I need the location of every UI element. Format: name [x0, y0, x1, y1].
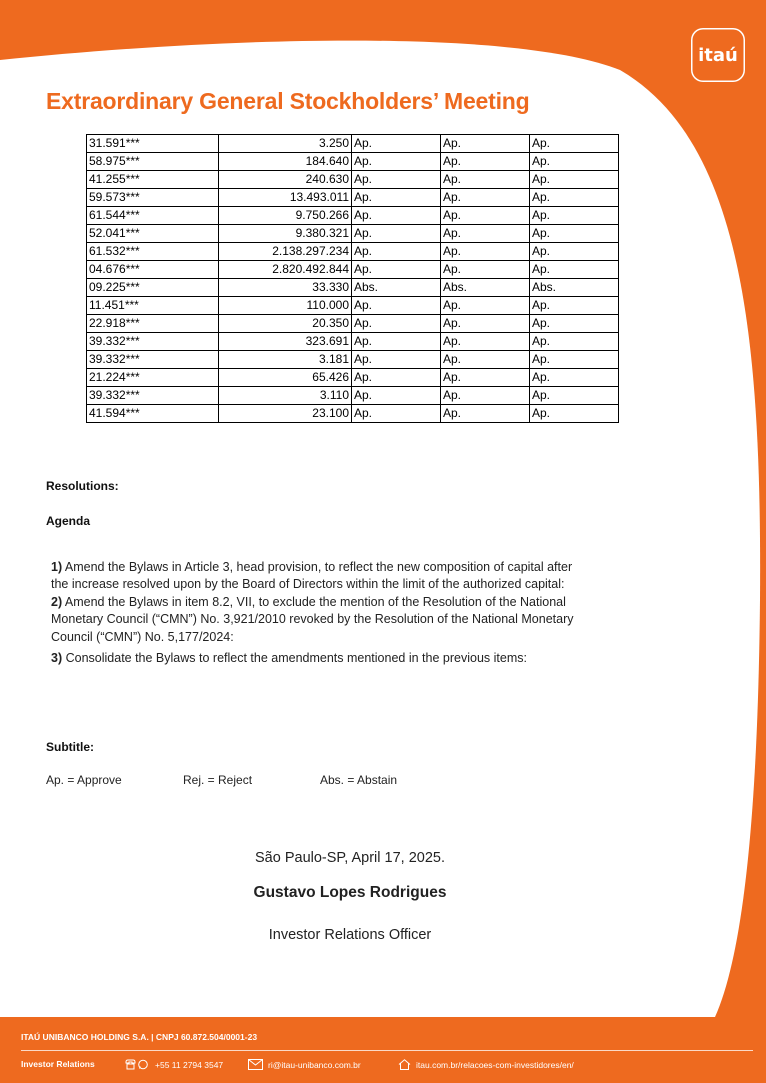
- vote-item-3-cell: Ap.: [530, 369, 619, 387]
- shareholder-id-cell: 21.224***: [87, 369, 219, 387]
- shares-cell: 13.493.011: [219, 189, 352, 207]
- vote-item-1-cell: Ap.: [352, 243, 441, 261]
- shareholder-id-cell: 52.041***: [87, 225, 219, 243]
- shareholder-id-cell: 59.573***: [87, 189, 219, 207]
- table-row: [87, 225, 619, 243]
- footer-phone[interactable]: [124, 1059, 223, 1070]
- shareholder-id-cell: 39.332***: [87, 333, 219, 351]
- shares-cell: 240.630: [219, 171, 352, 189]
- vote-item-2-cell: Ap.: [441, 333, 530, 351]
- shareholder-id-cell: 61.532***: [87, 243, 219, 261]
- footer-divider: [21, 1050, 753, 1051]
- vote-item-3-cell: Ap.: [530, 243, 619, 261]
- signature-place-date: São Paulo-SP, April 17, 2025.: [255, 850, 445, 866]
- vote-item-1-cell: Ap.: [352, 189, 441, 207]
- footer-company: ITAÚ UNIBANCO HOLDING S.A. | CNPJ 60.872.504/0001-23: [21, 1032, 258, 1042]
- table-row: [87, 405, 619, 423]
- table-row: [87, 333, 619, 351]
- shareholder-id-cell: 09.225***: [87, 279, 219, 297]
- itau-logo: itaú: [691, 28, 745, 82]
- shareholder-id-cell: 41.594***: [87, 405, 219, 423]
- shares-cell: 184.640: [219, 153, 352, 171]
- shares-cell: 65.426: [219, 369, 352, 387]
- votes-table: [86, 134, 619, 423]
- vote-item-2-cell: Abs.: [441, 279, 530, 297]
- vote-item-3-cell: Ap.: [530, 297, 619, 315]
- agenda-item-number: 2): [51, 594, 63, 609]
- shares-cell: 2.138.297.234: [219, 243, 352, 261]
- shares-cell: 2.820.492.844: [219, 261, 352, 279]
- table-row: [87, 207, 619, 225]
- shares-cell: 3.110: [219, 387, 352, 405]
- agenda-list: [51, 559, 591, 667]
- vote-item-2-cell: Ap.: [441, 225, 530, 243]
- footer-phone-text: +55 11 2794 3547: [155, 1059, 224, 1070]
- shareholder-id-cell: 58.975***: [87, 153, 219, 171]
- vote-item-1-cell: Ap.: [352, 153, 441, 171]
- shares-cell: 9.380.321: [219, 225, 352, 243]
- vote-item-2-cell: Ap.: [441, 405, 530, 423]
- agenda-item-text: Amend the Bylaws in Article 3, head provision, to reflect the new composition of capital after the increase resolved upon by the Board of Directors within the limit of the authorized capital:: [51, 560, 573, 592]
- shares-cell: 33.330: [219, 279, 352, 297]
- vote-item-1-cell: Ap.: [352, 351, 441, 369]
- agenda-item-text: Amend the Bylaws in item 8.2, VII, to exclude the mention of the Resolution of the National Monetary Council (“CMN”) No. 3,921/2010 revoked by the Resolution of the National Monetary Council (“CMN”) No. 5,177/2024:: [51, 594, 574, 644]
- agenda-item-number: 1): [51, 560, 63, 574]
- page-title: Extraordinary General Stockholders’ Meeting: [46, 88, 530, 114]
- agenda-item: [51, 559, 591, 594]
- shareholder-id-cell: 11.451***: [87, 297, 219, 315]
- vote-item-2-cell: Ap.: [441, 135, 530, 153]
- home-icon: [398, 1059, 411, 1070]
- agenda-label: Agenda: [46, 514, 91, 528]
- table-row: [87, 261, 619, 279]
- legend-abstain: Abs. = Abstain: [320, 773, 398, 787]
- phone-whatsapp-icon: [124, 1059, 150, 1070]
- table-row: [87, 387, 619, 405]
- table-row: [87, 243, 619, 261]
- vote-item-3-cell: Ap.: [530, 207, 619, 225]
- vote-item-2-cell: Ap.: [441, 261, 530, 279]
- vote-item-1-cell: Ap.: [352, 135, 441, 153]
- vote-item-3-cell: Ap.: [530, 135, 619, 153]
- vote-item-3-cell: Ap.: [530, 387, 619, 405]
- agenda-item: [51, 594, 591, 646]
- vote-item-2-cell: Ap.: [441, 207, 530, 225]
- shares-cell: 9.750.266: [219, 207, 352, 225]
- shares-cell: 23.100: [219, 405, 352, 423]
- shareholder-id-cell: 31.591***: [87, 135, 219, 153]
- vote-item-1-cell: Ap.: [352, 315, 441, 333]
- vote-item-2-cell: Ap.: [441, 243, 530, 261]
- envelope-icon: [248, 1059, 263, 1070]
- shareholder-id-cell: 61.544***: [87, 207, 219, 225]
- vote-item-1-cell: Ap.: [352, 387, 441, 405]
- table-row: [87, 153, 619, 171]
- vote-item-2-cell: Ap.: [441, 351, 530, 369]
- vote-item-3-cell: Ap.: [530, 153, 619, 171]
- agenda-item: [51, 650, 591, 667]
- vote-item-3-cell: Ap.: [530, 405, 619, 423]
- vote-item-1-cell: Ap.: [352, 297, 441, 315]
- vote-item-3-cell: Ap.: [530, 315, 619, 333]
- vote-item-1-cell: Ap.: [352, 207, 441, 225]
- signature-name: Gustavo Lopes Rodrigues: [253, 884, 447, 901]
- footer-website[interactable]: [398, 1059, 574, 1070]
- table-row: [87, 315, 619, 333]
- resolutions-label: Resolutions:: [46, 479, 119, 493]
- vote-item-2-cell: Ap.: [441, 189, 530, 207]
- shares-cell: 3.181: [219, 351, 352, 369]
- vote-item-1-cell: Ap.: [352, 261, 441, 279]
- vote-item-2-cell: Ap.: [441, 171, 530, 189]
- subtitle-label: Subtitle:: [46, 740, 94, 754]
- table-row: [87, 351, 619, 369]
- vote-item-1-cell: Abs.: [352, 279, 441, 297]
- vote-item-3-cell: Ap.: [530, 333, 619, 351]
- shareholder-id-cell: 39.332***: [87, 387, 219, 405]
- table-row: [87, 279, 619, 297]
- footer-email-text: ri@itau-unibanco.com.br: [268, 1059, 361, 1070]
- table-row: [87, 135, 619, 153]
- votes-table-body: [87, 135, 619, 423]
- table-row: [87, 171, 619, 189]
- table-row: [87, 297, 619, 315]
- vote-item-2-cell: Ap.: [441, 153, 530, 171]
- shares-cell: 20.350: [219, 315, 352, 333]
- vote-item-3-cell: Ap.: [530, 225, 619, 243]
- footer-website-text: itau.com.br/relacoes-com-investidores/en/: [416, 1059, 574, 1070]
- shareholder-id-cell: 04.676***: [87, 261, 219, 279]
- vote-item-2-cell: Ap.: [441, 297, 530, 315]
- table-row: [87, 369, 619, 387]
- vote-item-2-cell: Ap.: [441, 369, 530, 387]
- vote-item-3-cell: Ap.: [530, 261, 619, 279]
- vote-item-3-cell: Abs.: [530, 279, 619, 297]
- vote-item-1-cell: Ap.: [352, 333, 441, 351]
- signature-role: Investor Relations Officer: [268, 927, 432, 943]
- footer-ir-label: Investor Relations: [21, 1059, 95, 1069]
- shareholder-id-cell: 22.918***: [87, 315, 219, 333]
- vote-item-3-cell: Ap.: [530, 351, 619, 369]
- shareholder-id-cell: 41.255***: [87, 171, 219, 189]
- vote-item-3-cell: Ap.: [530, 171, 619, 189]
- vote-item-1-cell: Ap.: [352, 369, 441, 387]
- vote-item-1-cell: Ap.: [352, 171, 441, 189]
- shareholder-id-cell: 39.332***: [87, 351, 219, 369]
- shares-cell: 323.691: [219, 333, 352, 351]
- vote-item-1-cell: Ap.: [352, 405, 441, 423]
- legend-approve: Ap. = Approve: [46, 773, 122, 787]
- shares-cell: 110.000: [219, 297, 352, 315]
- agenda-item-text: Consolidate the Bylaws to reflect the amendments mentioned in the previous items:: [62, 651, 527, 666]
- vote-item-2-cell: Ap.: [441, 315, 530, 333]
- vote-item-2-cell: Ap.: [441, 387, 530, 405]
- agenda-item-number: 3): [51, 651, 63, 666]
- vote-item-3-cell: Ap.: [530, 189, 619, 207]
- footer-email[interactable]: [248, 1059, 361, 1070]
- shares-cell: 3.250: [219, 135, 352, 153]
- table-row: [87, 189, 619, 207]
- legend-reject: Rej. = Reject: [183, 773, 253, 787]
- vote-item-1-cell: Ap.: [352, 225, 441, 243]
